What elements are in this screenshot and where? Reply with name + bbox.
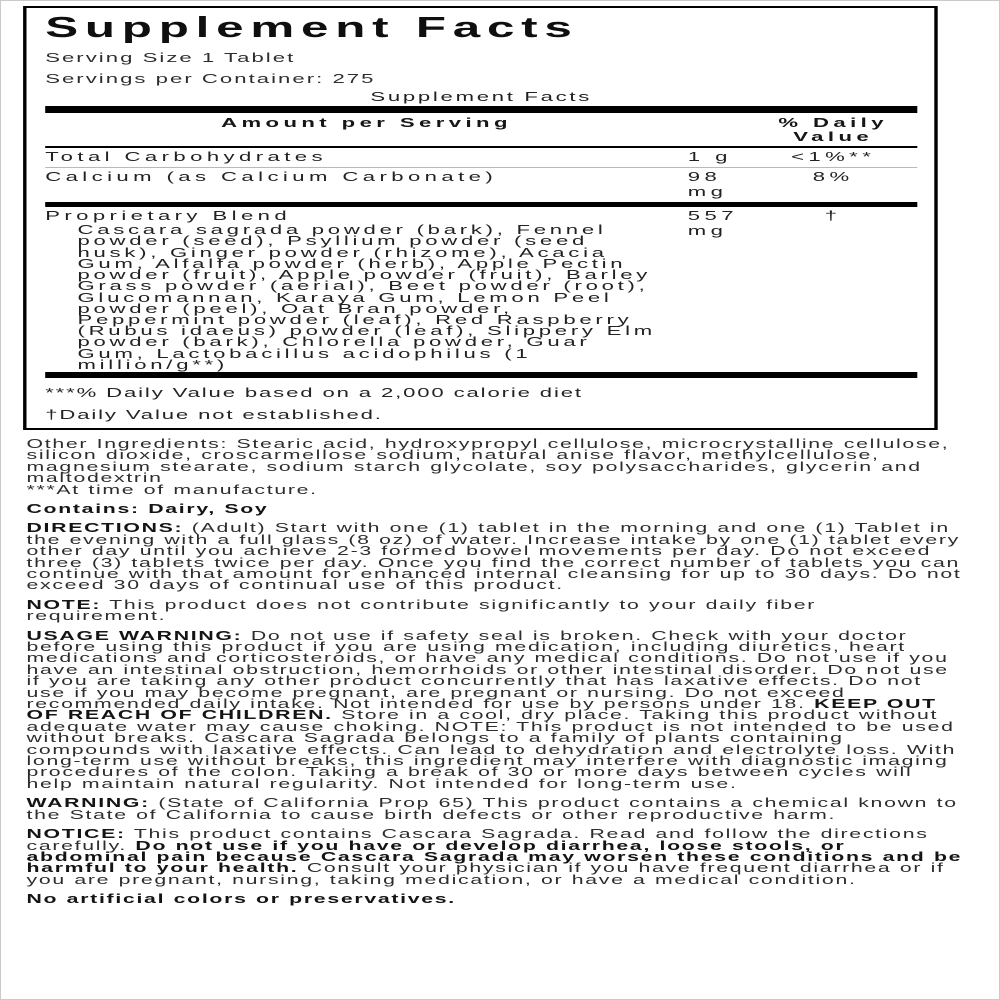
usage-warning-text-1: Do not use if safety seal is broken. Check with your doctor before using this product if you are using medication, including diuretics, heart medications and corticosteroids, or have any medical conditions. Do not use if you have an intestinal obstruction, hemorrhoids or other intestinal disorder. Do not use if you are taking any other product concurrently that has laxative effects. Do not use if you may become pregnant, are pregnant or nursing. Do not exceed recommended daily intake. Not intended for use by persons under 18.: [26, 628, 949, 712]
column-header-daily-value: % Daily Value: [778, 114, 888, 144]
blend-cell: [45, 209, 688, 370]
note-text: This product does not contribute significantly to your daily fiber requirement.: [26, 597, 817, 624]
usage-warning-paragraph: [26, 628, 964, 791]
nutrient-name: Total Carbohydrates: [45, 149, 327, 165]
warning-label: WARNING:: [26, 796, 150, 811]
servings-per-container: Servings per Container: 275: [45, 70, 376, 86]
nutrient-name: Proprietary Blend: [45, 207, 292, 223]
divider-heavy-top: [45, 106, 917, 113]
usage-warning-label: USAGE WARNING:: [26, 628, 243, 643]
table-row-proprietary-blend: [45, 207, 917, 372]
other-ingredients-paragraph: [26, 436, 964, 497]
notice-label: NOTICE:: [26, 827, 126, 842]
notice-paragraph: [27, 829, 964, 886]
notice-text-1: This product contains Cascara Sagrada. Read and follow the directions carefully.: [26, 827, 929, 853]
note-paragraph: [26, 597, 964, 624]
table-row-calcium: [45, 168, 917, 202]
nutrient-amount: 98 mg: [687, 169, 728, 200]
divider-heavy-bottom: [45, 372, 917, 378]
serving-size: Serving Size 1 Tablet: [45, 49, 296, 65]
note-label: NOTE:: [26, 597, 102, 612]
contains-statement: Contains: Dairy, Soy: [26, 501, 269, 516]
footnote-not-established: †Daily Value not established.: [45, 406, 383, 422]
table-row-total-carbohydrates: [45, 148, 917, 167]
column-header-spacer: [688, 116, 749, 145]
label-content: [1, 6, 1000, 906]
nutrient-daily-value: 8%: [812, 169, 854, 185]
nutrient-daily-value: <1%**: [791, 149, 876, 165]
directions-text: (Adult) Start with one (1) tablet in the morning and one (1) Tablet in the evening with a full glass (8 oz) of water. Increase intake by one (1) tablet every other day until you achieve 2-3 formed bowel movements per day. Do not exceed three (3) tablets twice per day. Once you find the correct number of tablets you can continue with that amount for enhanced internal cleansing for up to 30 days. Do not exceed 30 days of continual use of this product.: [26, 521, 962, 593]
prop65-warning-paragraph: [27, 798, 964, 821]
manufacture-note: ***At time of manufacture.: [26, 482, 318, 497]
table-header-row: [45, 113, 917, 147]
footnote-daily-value: ***% Daily Value based on a 2,000 calorie diet: [45, 384, 583, 400]
label-body-copy: [1, 438, 1000, 906]
panel-title: Supplement Facts: [45, 12, 579, 44]
directions-label: DIRECTIONS:: [26, 521, 184, 536]
warning-text: (State of California Prop 65) This product contains a chemical known to the State of California to cause birth defects or other reproductive harm.: [26, 796, 958, 822]
usage-warning-text-2: Store in a cool, dry place. Taking this product without adequate water may cause choking. NOTE: This product is not intended to be used without breaks. Cascara Sagrada belongs to a family of plants containing compounds with laxative effects. Can lead to dehydration and electrolyte loss. With long-term use without breaks, this ingredient may interfere with diagnostic imaging procedures of the colon. Taking a break of 30 or more days between cycles will help maintain natural regularity. Not intended for long-term use.: [26, 708, 957, 791]
notice-text-2: Consult your physician if you have frequent diarrhea or if you are pregnant, nursing, taking medication, or have a medical condition.: [26, 861, 945, 887]
notice-bold-caution: Do not use if you have or develop diarrhea, loose stools, or abdominal pain because Cascara Sagrada may worsen these conditions and be harmful to your health.: [26, 838, 963, 876]
other-ingredients-text: Other Ingredients: Stearic acid, hydroxypropyl cellulose, microcrystalline cellulose, silicon dioxide, croscarmellose sodium, natural anise flavor, methylcellulose, magnesium stearate, sodium starch glycolate, soy polysaccharides, glycerin and maltodextrin: [26, 436, 950, 486]
nutrient-amount: 557 mg: [687, 207, 738, 238]
table-heading: Supplement Facts: [370, 88, 593, 104]
supplement-facts-panel: [23, 6, 938, 430]
nutrient-name: Calcium (as Calcium Carbonate): [45, 169, 498, 185]
keep-out-of-reach-text: KEEP OUT OF REACH OF CHILDREN.: [26, 697, 937, 723]
column-header-amount: Amount per Serving: [221, 114, 512, 130]
blend-ingredient-list: Cascara sagrada powder (bark), Fennel powder (seed), Psyllium powder (seed husk), Ginger powder (rhizome), Acacia Gum, Alfalfa powder (herb), Apple Pectin powder (fruit), Apple powder (fruit), Barley Grass powder (aerial), Beet powder (root), Glucomannan, Karaya Gum, Lemon Peel powder (peel), Oat Bran powder, Peppermint powder (leaf), Red Raspberry (Rubus idaeus) powder (leaf), Slippery Elm powder (bark), Chlorella powder, Guar Gum, Lactobacillus acidophilus (1 million/g**): [77, 222, 656, 372]
directions-paragraph: [27, 523, 964, 591]
nutrient-amount: 1 g: [687, 149, 732, 165]
no-artificial-claim: No artificial colors or preservatives.: [26, 892, 456, 907]
nutrient-daily-value: †: [824, 207, 842, 223]
